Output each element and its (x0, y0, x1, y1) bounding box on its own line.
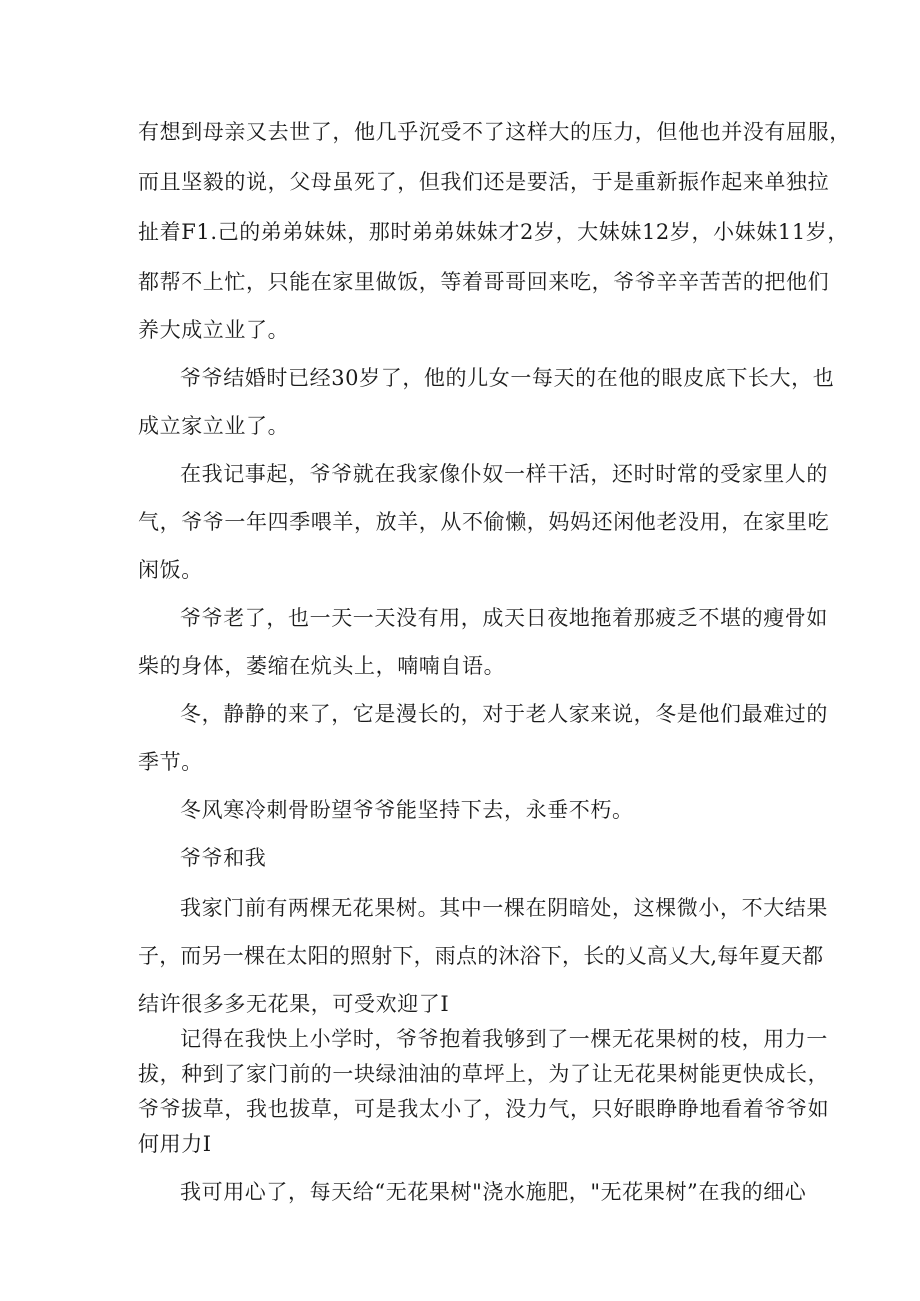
text-line: 爷爷结婚时已经30岁了，他的儿女一每天的在他的眼皮底下长大，也 (180, 366, 835, 390)
text-line: 冬风寒冷刺骨盼望爷爷能坚持下去，永垂不朽。 (180, 798, 634, 822)
text-line: 我家门前有两棵无花果树。其中一棵在阴暗处，这棵微小，不大结果 (180, 896, 828, 920)
text-line: 拔，种到了家门前的一块绿油油的草坪上，为了让无花果树能更快成长， (138, 1062, 830, 1086)
text-line: 季节。 (138, 750, 203, 774)
text-line: 而且坚毅的说，父母虽死了，但我们还是要活，于是重新振作起来单独拉 (138, 170, 830, 194)
text-line: 何用力I (138, 1132, 212, 1156)
text-line: 我可用心了，每天给“无花果树"浇水施肥，"无花果树”在我的细心 (180, 1180, 807, 1204)
text-line: 结许很多多无花果，可受欢迎了I (138, 992, 450, 1016)
text-line: 爷爷拔草，我也拔草，可是我太小了，没力气，只好眼睁睁地看着爷爷如 (138, 1097, 830, 1121)
text-line: 柴的身体，萎缩在炕头上，喃喃自语。 (138, 654, 506, 678)
text-line: 有想到母亲又去世了，他几乎沉受不了这样大的压力，但他也并没有屈服， (138, 120, 851, 144)
text-line: 闲饭。 (138, 558, 203, 582)
text-line: 冬，静静的来了，它是漫长的，对于老人家来说，冬是他们最难过的 (180, 702, 828, 726)
text-line: 气，爷爷一年四季喂羊，放羊，从不偷懒，妈妈还闲他老没用，在家里吃 (138, 510, 830, 534)
text-line: 都帮不上忙，只能在家里做饭，等着哥哥回来吃，爷爷辛辛苦苦的把他们 (138, 270, 830, 294)
text-line: 在我记事起，爷爷就在我家像仆奴一样干活，还时时常的受家里人的 (180, 462, 828, 486)
text-line: 扯着F1.己的弟弟妹妹，那时弟弟妹妹才2岁，大妹妹12岁，小妹妹11岁， (138, 220, 850, 244)
text-line: 记得在我快上小学时，爷爷抱着我够到了一棵无花果树的枝，用力一 (180, 1027, 828, 1051)
text-line: 成立家立业了。 (138, 414, 290, 438)
text-line: 养大成立业了。 (138, 318, 290, 342)
text-line: 子，而另一棵在太阳的照射下，雨点的沐浴下，长的乂高乂大,每年夏天都 (138, 944, 824, 968)
section-heading: 爷爷和我 (180, 846, 267, 870)
text-line: 爷爷老了，也一天一天没有用，成天日夜地拖着那疲乏不堪的瘦骨如 (180, 606, 828, 630)
